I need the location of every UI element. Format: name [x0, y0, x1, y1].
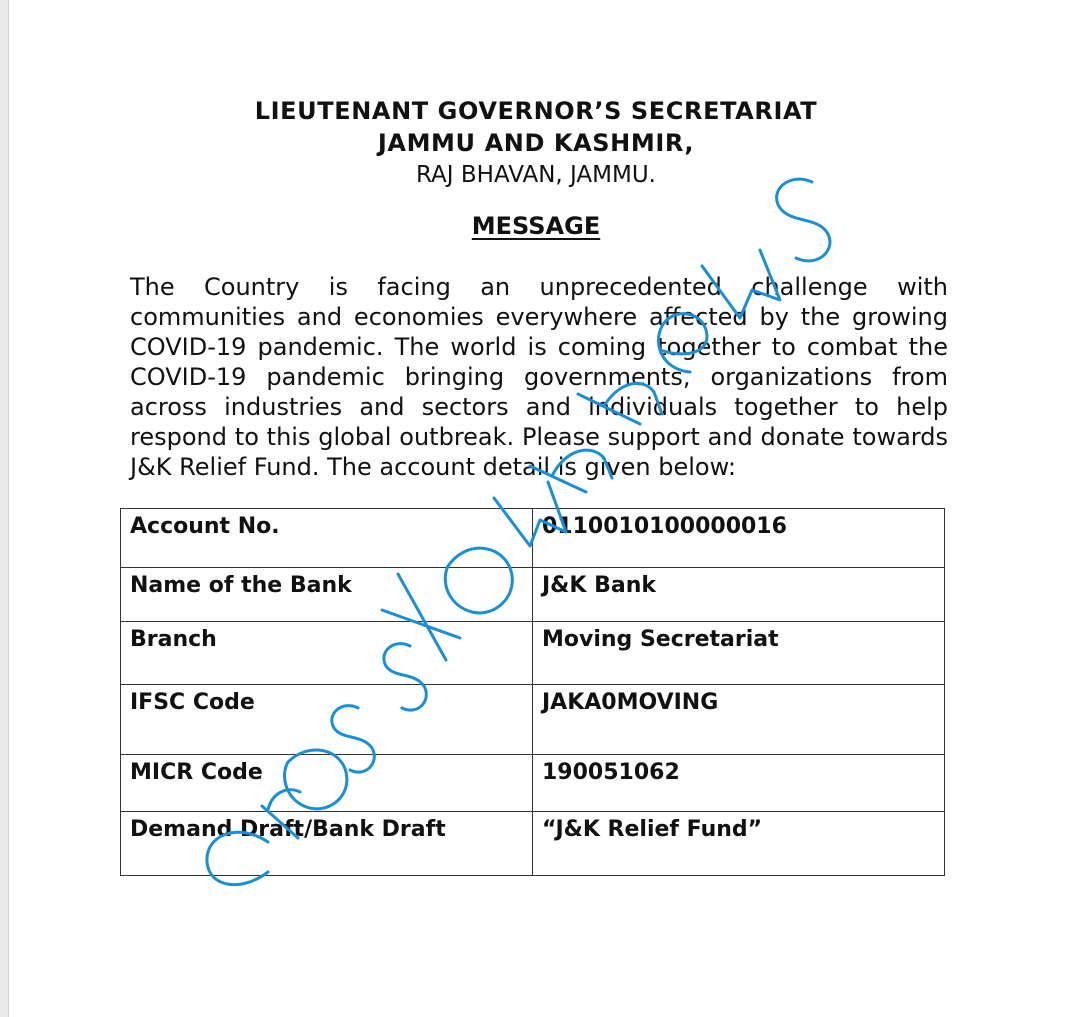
letterhead-line-2: JAMMU AND KASHMIR, — [377, 129, 695, 157]
draft-value: “J&K Relief Fund” — [533, 812, 945, 876]
branch-value: Moving Secretariat — [533, 622, 945, 685]
account-number-value: 0110010100000016 — [533, 509, 945, 568]
table-row — [121, 509, 945, 568]
letterhead-line-1: LIEUTENANT GOVERNOR’S SECRETARIAT — [254, 97, 818, 125]
table-row — [121, 622, 945, 685]
ifsc-label: IFSC Code — [121, 685, 533, 755]
account-details-table — [120, 508, 945, 876]
letterhead-line-3: RAJ BHAVAN, JAMMU. — [416, 162, 656, 188]
bank-name-label: Name of the Bank — [121, 568, 533, 622]
ifsc-value: JAKA0MOVING — [533, 685, 945, 755]
message-title: MESSAGE — [471, 212, 601, 240]
draft-label: Demand Draft/Bank Draft — [121, 812, 533, 876]
micr-value: 190051062 — [533, 755, 945, 812]
branch-label: Branch — [121, 622, 533, 685]
table-row — [121, 685, 945, 755]
account-number-label: Account No. — [121, 509, 533, 568]
bank-name-value: J&K Bank — [533, 568, 945, 622]
message-body: The Country is facing an unprecedented challenge with communities and economies everywhere affected by the growing COVID-19 pandemic. The world is coming together to combat the COVID-19 pandemic bringing governments, organizations from across industries and sectors and individuals together to help respond to this global outbreak. Please support and donate towards J&K Relief Fund. The account detail is given below: — [130, 273, 948, 481]
letterhead — [0, 95, 1072, 191]
table-row — [121, 812, 945, 876]
micr-label: MICR Code — [121, 755, 533, 812]
table-row — [121, 568, 945, 622]
message-title-wrap — [0, 212, 1072, 240]
table-row — [121, 755, 945, 812]
